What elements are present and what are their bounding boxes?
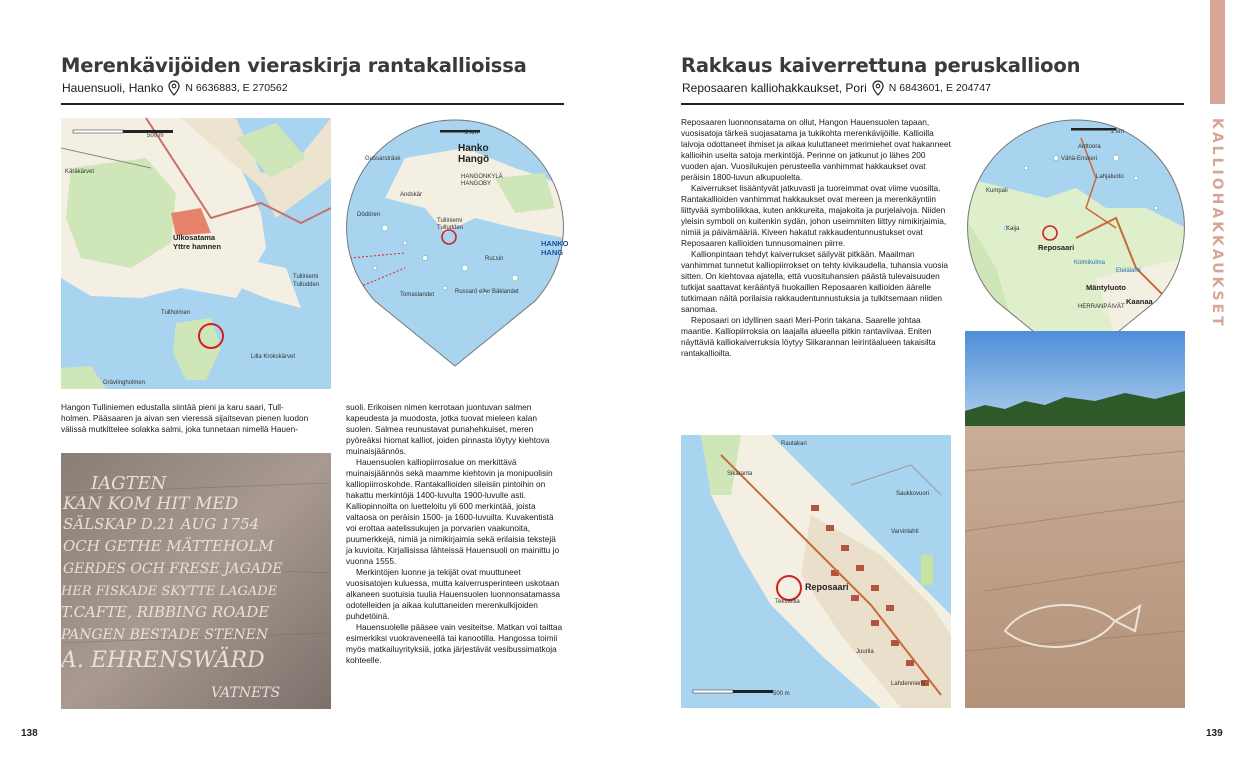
caption-line: välissä mutkittelee solakka salmi, joka tunnetaan nimellä Hauen- bbox=[61, 424, 299, 434]
left-map1-label-1: Yttre hamnen bbox=[173, 242, 221, 251]
right-map2-label-3: Sikaranta bbox=[727, 471, 753, 477]
right-location-line bbox=[682, 80, 991, 96]
left-map2-label-5: Andskär bbox=[400, 192, 423, 198]
left-map1-label-6: Grävlingholmen bbox=[103, 380, 146, 386]
right-location: Reposaaren kalliohakkaukset, Pori bbox=[682, 81, 867, 95]
engraving-line: PANGEN BESTADE STENEN bbox=[61, 627, 269, 643]
left-map2-label-4: HANGOBY bbox=[461, 181, 492, 187]
engraving-line: A. EHRENSWÄRD bbox=[61, 648, 265, 673]
right-map2-label-5: Saukkovuori bbox=[896, 491, 930, 497]
right-map1-label-3: Kumpali bbox=[986, 188, 1008, 194]
right-map1-label-6: Mäntyluoto bbox=[1086, 283, 1126, 292]
left-map2-label-10: Russarö eller Bäklandet bbox=[455, 289, 519, 295]
left-map2-label-2: Gussarsträsk bbox=[365, 156, 401, 162]
paragraph: Hauensuolelle pääsee vain vesiteitse. Matkan voi taittaa esimerkiksi vuokraveneellä tai kanootilla. Hangossa toimii myös matkailuyrityksiä, jotka järjestävät vesibussimatkoja kohteelle. bbox=[346, 622, 563, 665]
left-title-rule bbox=[61, 103, 564, 105]
right-detail-map bbox=[681, 435, 951, 708]
left-map2-label-6: Dödören bbox=[357, 212, 381, 218]
engraving-line: GERDES OCH FRESE JAGADE bbox=[63, 561, 283, 577]
caption-line: holmen. Pääsaaren ja aivan sen vieressä sijaitsevan pienen luodon bbox=[61, 413, 309, 423]
left-overview-map bbox=[345, 118, 569, 368]
engraving-photo bbox=[61, 453, 331, 709]
location-pin-icon bbox=[871, 80, 885, 96]
location-pin-icon bbox=[167, 80, 181, 96]
right-map2-label-9: Lahdenniemi bbox=[891, 681, 926, 687]
paragraph: Reposaari on idyllinen saari Meri-Porin takana. Saarelle johtaa maantie. Kalliopiirroksia on laajalla alueella pitkin rantaviivaa. Eniten näyttäviä kalliokaiverruksia löytyy Siikarannan leirintäalueen takaisilta rantakallioilta. bbox=[681, 315, 936, 358]
right-map2-label-0: Reposaari bbox=[805, 582, 849, 592]
right-map1-label-2: Lahjaluoto bbox=[1096, 174, 1124, 180]
left-location-line bbox=[62, 80, 288, 96]
right-map1-label-8: HERRANPÄIVÄT bbox=[1078, 304, 1125, 310]
right-map1-label-5: Kaija bbox=[1006, 226, 1020, 232]
right-map1-label-4: Reposaari bbox=[1038, 243, 1075, 252]
paragraph: Hauensuolen kalliopiirrosalue on merkittävä muinaisjäännös sekä maamme kiehtovin ja monipuolisin kalliopiirroskohde. Rantakallioiden sileisiin pintoihin on hakattu merkintöjä 1400-luvulta 1900-luvulle asti. Kalliopinnoilta on luetteloitu yli 600 merkintää, joista valtaosa on peräisin 1500- ja 1600-luvuilta. Kuvakentistä voi erottaa aatelissukujen ja porvarien vaakunoita, puumerkkejä, nimiä ja nimikirjaimia sekä erilaisia tekstejä ja kuvioita. Kirjallisissa lähteissä Hauensuoli on mainittu jo vuonna 1555. bbox=[346, 457, 560, 566]
left-map2-label-7: Tulliniemi bbox=[437, 218, 463, 224]
left-map2-label-11: Russin bbox=[485, 256, 504, 262]
right-map2-label-8: Juurila bbox=[856, 649, 874, 655]
left-map2-label-3: HANGONKYLÄ bbox=[461, 174, 503, 180]
paragraph: Reposaaren luonnonsatama on ollut, Hangon Hauensuolen tapaan, vuosisatoja tärkeä suojasatama ja tukikohta merenkävijöille. Kallioilla laivoja odottaneet ihmiset ja aikaa kuluttaneet merimiehet ovat hakanneet kallioihin useita satoja merkintöjä. Perinne on jatkunut jo lähes 200 vuoden ajan. Vuosilukujen perusteella vanhimmat hakkaukset ovat peräisin 1800-luvun alkupuolelta. bbox=[681, 117, 951, 182]
right-map2-label-6: Varvinlahti bbox=[891, 529, 919, 535]
paragraph: Merkintöjen luonne ja tekijät ovat muuttuneet vuosisatojen kuluessa, mutta kaiverrusperinteen uskotaan alkaneen suotuisia tuulia Hauensuolen luonnonsatamassa odotelleiden ja aikaa kuluttaneiden merenkulkijoiden puhdetöinä. bbox=[346, 567, 561, 621]
engraving-line: SÄLSKAP D.21 AUG 1754 bbox=[63, 515, 260, 533]
right-map1-label-10: Etelälahti bbox=[1116, 268, 1141, 274]
page-number-right: 139 bbox=[1206, 728, 1223, 739]
left-map1-label-4: Tullholmen bbox=[161, 310, 191, 316]
engraving-line: OCH GETHE MÄTTEHOLM bbox=[63, 537, 274, 555]
chapter-side-title: KALLIOHAKKAUKSET bbox=[1209, 118, 1225, 329]
paragraph: Kallionpintaan tehdyt kaiverrukset säilyvät pitkään. Maailman vanhimmat tunnetut kalliopiirrokset on tehty kivikaudella, tuhansia vuosia sitten. On kiehtovaa ajatella, että vuosituhansien päästä tulevaisuuden tutkijat saattavat kerääntyä huokaillen Reposaaren kallioiden äärelle tutkimaan näitä porilaisia rakkaudentunnustuksia ja tulkitsemaan niiden sanomaa. bbox=[681, 249, 949, 314]
right-column-text bbox=[681, 117, 953, 359]
right-coordinates: N 6843601, E 204747 bbox=[888, 82, 991, 94]
right-map1-label-9: Kolmikulma bbox=[1074, 260, 1106, 266]
left-map2-label-9: Tomaslandet bbox=[400, 292, 435, 298]
left-detail-map bbox=[61, 118, 331, 389]
engraving-line: T.CAFTE, RIBBING ROADE bbox=[61, 603, 270, 621]
left-map2-scale: 2 km bbox=[465, 130, 479, 136]
left-map1-label-5: Lilla Krokskärvet bbox=[251, 354, 296, 360]
chapter-tab bbox=[1210, 0, 1225, 104]
right-map1-scale: 2 km bbox=[1111, 129, 1125, 135]
right-map1-label-1: Vähä-Enskeri bbox=[1061, 156, 1098, 162]
engraving-line: HER FISKADE SKYTTE LAGADE bbox=[61, 584, 278, 599]
right-map2-scale: 500 m bbox=[773, 691, 790, 697]
left-map2-label-13: HANG bbox=[541, 248, 564, 257]
left-column-text bbox=[346, 402, 564, 666]
left-map2-label-1: Hangö bbox=[458, 154, 490, 165]
left-map2-label-8: Tulludden bbox=[437, 225, 464, 231]
left-map1-label-2: Tulliniemi bbox=[293, 274, 319, 280]
left-map1-label-0: Ulkosatama bbox=[173, 233, 216, 242]
left-map1-label-3: Tulludden bbox=[293, 282, 320, 288]
left-map1-label-7: Käräkärvet bbox=[65, 169, 95, 175]
left-page-title: Merenkävijöiden vieraskirja rantakallioissa bbox=[61, 54, 527, 77]
right-map1-label-0: Anttoora bbox=[1078, 144, 1101, 150]
left-map1-scale: 500 m bbox=[147, 133, 164, 139]
right-map2-label-4: Rautakari bbox=[781, 441, 807, 447]
left-map2-label-0: Hanko bbox=[458, 143, 489, 154]
paragraph: Kaiverrukset lisääntyvät jatkuvasti ja tuoreimmat ovat viime vuosilta. Rantakallioiden vanhimmat hakkaukset ovat mereen ja merenkäyntiin liittyvää symboliikkaa, kuten ankkureita, majakoita ja purjelaivoja. Niiden yleisin symboli on kuitenkin sydän, johon useimmiten liittyy nimikirjaimia, nimiä ja päivämääriä. Kiveen hakatut rakkaudentunnustukset ovat Reposaaren kallioiden tunnusomainen piirre. bbox=[681, 183, 947, 248]
right-title-rule bbox=[681, 103, 1184, 105]
engraving-line: KAN KOM HIT MED bbox=[63, 494, 239, 514]
engraving-line: IAGTEN bbox=[91, 473, 167, 494]
left-caption bbox=[61, 402, 333, 435]
right-page-title: Rakkaus kaiverrettuna peruskallioon bbox=[681, 54, 1081, 77]
right-map1-label-7: Kaanaa bbox=[1126, 297, 1153, 306]
right-map2-label-7: Tekstellia bbox=[775, 599, 800, 605]
engraving-line: VATNETS bbox=[211, 685, 281, 701]
paragraph: suoli. Erikoisen nimen kerrotaan juontuvan salmen kapeudesta ja muodosta, jotka tuovat mieleen kalan suolen. Salmea reunustavat punahehkuiset, meren pyöreäksi hiomat kalliot, joiden pinnasta löytyy kiehtova muinaisjäännös. bbox=[346, 402, 550, 456]
caption-line: Hangon Tulliniemen edustalla siintää pieni ja karu saari, Tull- bbox=[61, 402, 284, 412]
reposaari-rock-photo bbox=[965, 331, 1185, 708]
left-map2-label-12: HANKO bbox=[541, 239, 569, 248]
left-coordinates: N 6636883, E 270562 bbox=[185, 82, 288, 94]
page-number-left: 138 bbox=[21, 728, 38, 739]
left-location: Hauensuoli, Hanko bbox=[62, 81, 164, 95]
